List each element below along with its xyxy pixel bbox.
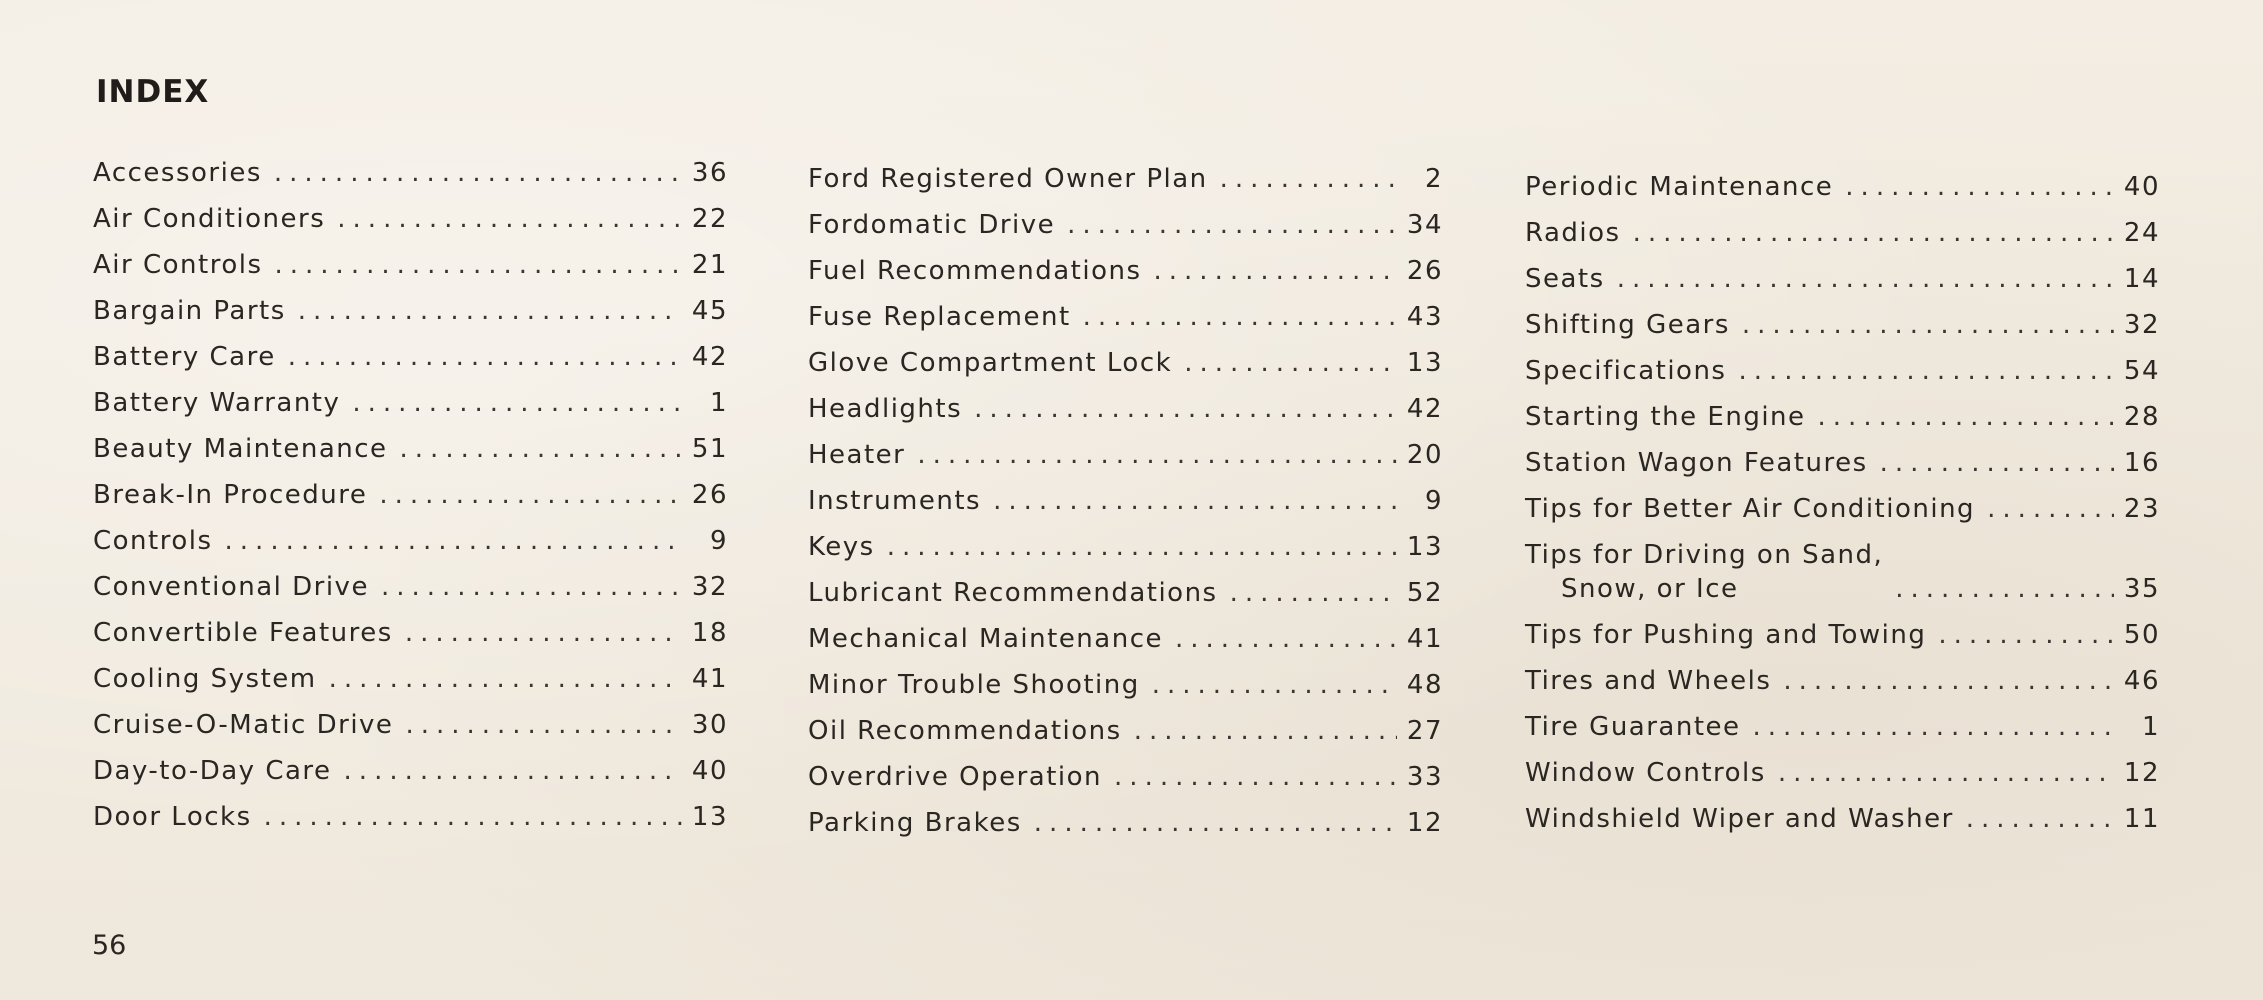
index-entry-label-text: Battery Warranty (93, 388, 341, 418)
index-entry-page: 54 (2123, 356, 2160, 386)
index-entry-label-text: Door Locks (93, 802, 252, 832)
index-entry-label-text: Fordomatic Drive (808, 210, 1056, 240)
index-entry (808, 614, 1443, 660)
index-entry-label (93, 294, 286, 332)
index-entry-label (1525, 710, 1741, 748)
dot-leader (264, 800, 682, 838)
index-entry-label-text: Cruise-O-Matic Drive (93, 710, 394, 740)
dot-leader (1184, 346, 1397, 384)
dot-leader (1938, 618, 2114, 656)
dot-leader (1742, 308, 2114, 346)
index-entry-label-text: Shifting Gears (1525, 310, 1730, 340)
index-entry-label-text: Instruments (808, 486, 982, 516)
index-entry (1525, 484, 2160, 530)
index-entry (808, 154, 1443, 200)
index-entry-label (1525, 618, 1926, 656)
dot-leader (1230, 576, 1397, 614)
index-entry-page: 13 (1406, 348, 1443, 378)
index-entry-label-text: Tires and Wheels (1525, 666, 1772, 696)
index-entry-page: 21 (691, 250, 728, 280)
index-entry-label-text: Battery Care (93, 342, 276, 372)
index-entry-page: 34 (1406, 210, 1443, 240)
index-entry-label-text: Oil Recommendations (808, 716, 1122, 746)
dot-leader (352, 386, 682, 424)
index-entry-label-text: Keys (808, 532, 875, 562)
index-entry-page: 42 (1406, 394, 1443, 424)
index-entry-label (93, 662, 317, 700)
index-entry-page: 52 (1406, 578, 1443, 608)
index-entry-label (1525, 664, 1771, 702)
index-entry-page: 33 (1406, 762, 1443, 792)
index-entry-page: 48 (1406, 670, 1443, 700)
index-entry (1525, 530, 2160, 610)
index-entry-page: 30 (691, 710, 728, 740)
index-entry-label-text: Tips for Driving on Sand, (1525, 540, 1884, 570)
index-entry-label-text: Minor Trouble Shooting (808, 670, 1140, 700)
index-entry-label-text: Cooling System (93, 664, 317, 694)
index-entry-label (93, 156, 262, 194)
index-entry-page: 45 (691, 296, 728, 326)
dot-leader (329, 662, 682, 700)
index-entry (93, 286, 728, 332)
index-entry-label (93, 800, 252, 838)
index-entry (808, 292, 1443, 338)
index-entry (808, 200, 1443, 246)
dot-leader (1987, 492, 2114, 530)
index-entry-label-line2: Snow, or Ice (1561, 574, 1739, 604)
index-entry-label (808, 208, 1055, 246)
index-entry-label-text: Window Controls (1525, 758, 1766, 788)
index-entry-label (1525, 446, 1868, 484)
dot-leader (275, 248, 683, 286)
index-entry-page: 2 (1424, 164, 1443, 194)
dot-leader (298, 294, 682, 332)
index-entry (1525, 438, 2160, 484)
index-entry-label (808, 346, 1172, 384)
index-entry-label-text: Radios (1525, 218, 1621, 248)
dot-leader (225, 524, 682, 562)
index-entry-page: 40 (2123, 172, 2160, 202)
index-entry-label-text: Convertible Features (93, 618, 393, 648)
index-entry (93, 792, 728, 838)
index-entry (808, 706, 1443, 752)
index-entry-label (808, 484, 981, 522)
index-entry-page: 20 (1406, 440, 1443, 470)
index-entry (93, 700, 728, 746)
index-entry (1525, 702, 2160, 748)
index-entry-label-text: Tips for Pushing and Towing (1525, 620, 1927, 650)
dot-leader (1134, 714, 1397, 752)
index-entry-page: 16 (2123, 448, 2160, 478)
index-entry (808, 660, 1443, 706)
index-entry (1525, 794, 2160, 840)
index-entry-page: 27 (1406, 716, 1443, 746)
index-entry-page: 9 (709, 526, 728, 556)
index-entry-page: 26 (691, 480, 728, 510)
index-entry (93, 516, 728, 562)
index-entry-page: 36 (691, 158, 728, 188)
index-entry (1525, 162, 2160, 208)
index-entry-label (1525, 354, 1726, 392)
index-entry-label-text: Seats (1525, 264, 1605, 294)
index-entry-page: 24 (2123, 218, 2160, 248)
index-entry-label-text: Air Conditioners (93, 204, 326, 234)
index-entry-label (93, 478, 367, 516)
index-entry-label-text: Parking Brakes (808, 808, 1022, 838)
index-column-3 (1525, 162, 2160, 840)
index-entry (1525, 208, 2160, 254)
index-entry-label-text: Air Controls (93, 250, 263, 280)
index-entry (93, 424, 728, 470)
index-entry (93, 194, 728, 240)
index-entry-label (1525, 308, 1730, 346)
index-entry-label (808, 714, 1122, 752)
index-entry-page: 14 (2123, 264, 2160, 294)
index-entry-page: 18 (691, 618, 728, 648)
index-entry (93, 562, 728, 608)
index-entry-page: 23 (2123, 494, 2160, 524)
index-entry-label-text: Break-In Procedure (93, 480, 368, 510)
index-entry-page: 22 (691, 204, 728, 234)
index-entry-label (808, 162, 1208, 200)
index-entry-page: 13 (1406, 532, 1443, 562)
index-entry (93, 148, 728, 194)
dot-leader (344, 754, 682, 792)
index-entry-page: 41 (691, 664, 728, 694)
index-entry-label-text: Starting the Engine (1525, 402, 1806, 432)
index-entry-label-text: Accessories (93, 158, 262, 188)
index-entry-page: 12 (2123, 758, 2160, 788)
index-entry (808, 338, 1443, 384)
index-entry-label-text: Conventional Drive (93, 572, 369, 602)
index-entry-label (808, 668, 1140, 706)
dot-leader (974, 392, 1397, 430)
index-entry (808, 384, 1443, 430)
index-entry-page: 12 (1406, 808, 1443, 838)
index-entry-label (93, 570, 369, 608)
index-entry-page: 41 (1406, 624, 1443, 654)
index-entry-label (93, 386, 340, 424)
index-entry-page: 35 (2123, 574, 2160, 604)
index-entry (808, 246, 1443, 292)
index-entry-label (1525, 216, 1621, 254)
dot-leader (1034, 806, 1397, 844)
index-entry-label (808, 576, 1218, 614)
index-entry-page: 11 (2123, 804, 2160, 834)
dot-leader (1083, 300, 1397, 338)
index-entry-label-text: Periodic Maintenance (1525, 172, 1834, 202)
index-entry-label (808, 622, 1163, 660)
index-entry-page: 1 (2141, 712, 2160, 742)
index-entry (1525, 610, 2160, 656)
index-entry-label (93, 432, 388, 470)
index-entry-label (1525, 400, 1806, 438)
index-entry-label (808, 760, 1102, 798)
index-entry (93, 240, 728, 286)
dot-leader (274, 156, 682, 194)
dot-leader (1895, 572, 2114, 610)
index-column-2 (808, 154, 1443, 844)
dot-leader (1966, 802, 2114, 840)
dot-leader (1753, 710, 2114, 748)
dot-leader (405, 708, 682, 746)
dot-leader (1175, 622, 1397, 660)
index-entry-label-text: Tire Guarantee (1525, 712, 1741, 742)
index-entry-label (1525, 492, 1975, 530)
dot-leader (1154, 254, 1397, 292)
index-entry (808, 522, 1443, 568)
index-entry (808, 476, 1443, 522)
dot-leader (1067, 208, 1397, 246)
index-entry (1525, 346, 2160, 392)
dot-leader (993, 484, 1397, 522)
index-entry-label-text: Overdrive Operation (808, 762, 1103, 792)
index-entry-label (808, 806, 1022, 844)
index-entry-label (1525, 170, 1833, 208)
index-entry-label (808, 300, 1071, 338)
index-entry-label-text: Lubricant Recommendations (808, 578, 1218, 608)
index-entry (808, 568, 1443, 614)
index-entry-label (808, 438, 905, 476)
index-entry-page: 32 (691, 572, 728, 602)
dot-leader (405, 616, 682, 654)
index-entry-label-text: Headlights (808, 394, 963, 424)
dot-leader (1220, 162, 1397, 200)
index-entry-label (93, 708, 393, 746)
index-entry-label (1525, 756, 1766, 794)
index-entry-page: 46 (2123, 666, 2160, 696)
index-entry (1525, 254, 2160, 300)
index-entry-label (93, 616, 393, 654)
index-entry-label-text: Glove Compartment Lock (808, 348, 1173, 378)
index-entry-page: 40 (691, 756, 728, 786)
index-column-1 (93, 148, 728, 838)
index-entry (1525, 392, 2160, 438)
index-entry-page: 42 (691, 342, 728, 372)
index-entry-label (808, 530, 875, 568)
index-entry-page: 1 (709, 388, 728, 418)
dot-leader (288, 340, 682, 378)
index-entry-page: 13 (691, 802, 728, 832)
index-entry-label (1525, 538, 1883, 610)
index-entry-label-text: Fuse Replacement (808, 302, 1071, 332)
index-entry-label-text: Windshield Wiper and Washer (1525, 804, 1954, 834)
dot-leader (381, 570, 682, 608)
index-entry-page: 9 (1424, 486, 1443, 516)
index-entry-page: 32 (2123, 310, 2160, 340)
dot-leader (1114, 760, 1397, 798)
page-title: INDEX (96, 74, 210, 110)
index-entry-page: 43 (1406, 302, 1443, 332)
index-entry-page: 51 (691, 434, 728, 464)
index-entry (93, 608, 728, 654)
index-entry-label-text: Tips for Better Air Conditioning (1525, 494, 1976, 524)
page-number: 56 (92, 930, 127, 961)
index-entry-label-text: Mechanical Maintenance (808, 624, 1163, 654)
index-entry-label-text: Bargain Parts (93, 296, 286, 326)
index-entry (93, 654, 728, 700)
dot-leader (1152, 668, 1397, 706)
index-entry (808, 752, 1443, 798)
dot-leader (1880, 446, 2114, 484)
index-entry-label-text: Ford Registered Owner Plan (808, 164, 1208, 194)
index-entry-label-text: Controls (93, 526, 213, 556)
index-entry (808, 798, 1443, 844)
index-entry-page: 28 (2123, 402, 2160, 432)
index-entry-label (93, 340, 276, 378)
index-entry-label (93, 524, 213, 562)
index-entry-label (93, 754, 332, 792)
index-entry-label-text: Station Wagon Features (1525, 448, 1868, 478)
dot-leader (1783, 664, 2114, 702)
index-entry (93, 332, 728, 378)
index-entry-label-text: Fuel Recommendations (808, 256, 1142, 286)
index-entry-label (93, 248, 263, 286)
index-entry (93, 378, 728, 424)
index-entry (1525, 300, 2160, 346)
index-entry-label (1525, 802, 1954, 840)
dot-leader (1818, 400, 2114, 438)
index-entry (1525, 748, 2160, 794)
dot-leader (917, 438, 1397, 476)
index-entry-page: 26 (1406, 256, 1443, 286)
index-entry-label (93, 202, 325, 240)
dot-leader (337, 202, 682, 240)
dot-leader (887, 530, 1397, 568)
dot-leader (1617, 262, 2114, 300)
index-entry (93, 746, 728, 792)
index-entry (93, 470, 728, 516)
dot-leader (1845, 170, 2114, 208)
index-entry-label-text: Heater (808, 440, 906, 470)
dot-leader (379, 478, 682, 516)
index-entry (1525, 656, 2160, 702)
dot-leader (1778, 756, 2114, 794)
dot-leader (400, 432, 682, 470)
index-entry-label-text: Beauty Maintenance (93, 434, 388, 464)
index-entry-label (1525, 262, 1605, 300)
index-entry (808, 430, 1443, 476)
dot-leader (1738, 354, 2114, 392)
dot-leader (1633, 216, 2114, 254)
index-entry-label-text: Specifications (1525, 356, 1727, 386)
index-entry-label (808, 392, 962, 430)
index-entry-label (808, 254, 1142, 292)
index-entry-label-text: Day-to-Day Care (93, 756, 332, 786)
index-entry-page: 50 (2123, 620, 2160, 650)
